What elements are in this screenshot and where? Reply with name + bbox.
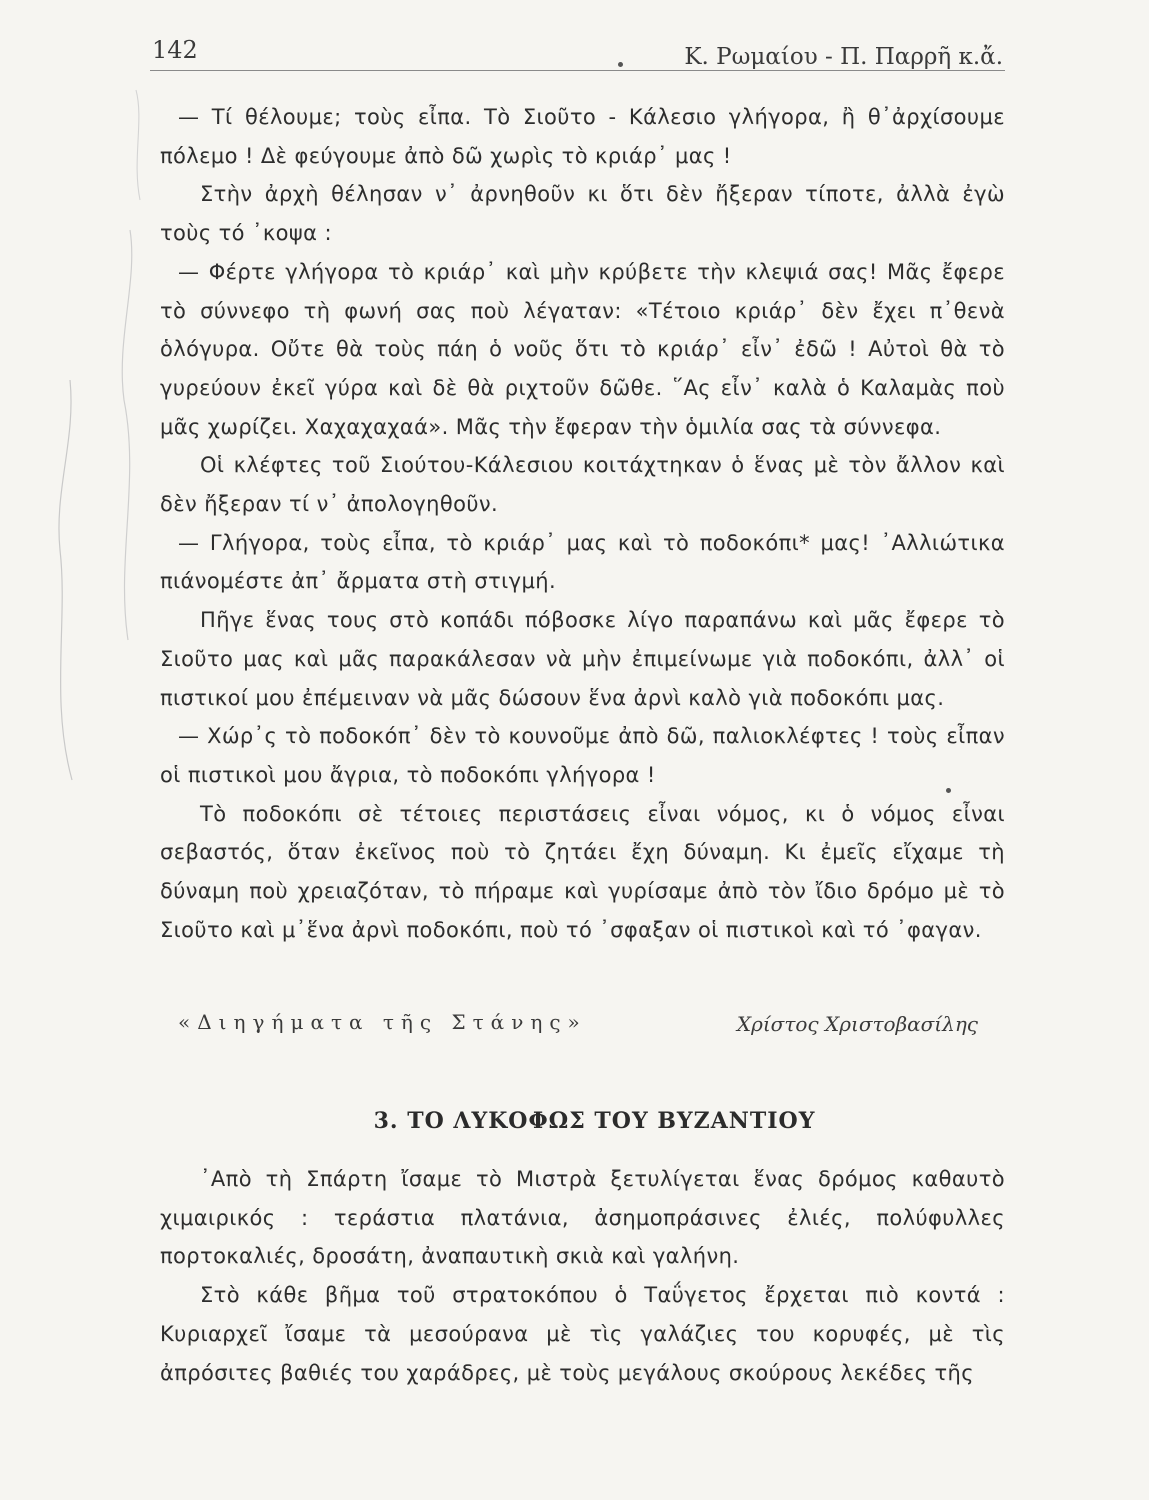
- running-head: Κ. Ρωμαίου - Π. Παρρῆ κ.ἄ.: [684, 44, 1003, 70]
- paragraph: — Φέρτε γλήγορα τὸ κριάρ᾽ καὶ μὴν κρύβετε τὴν κλεψιά σας! Μᾶς ἔφερε τὸ σύννεφο τὴ φωνή σας ποὺ λέγαταν: «Τέτοιο κριάρ᾽ δὲν ἔχει π᾽θενὰ ὁλόγυρα. Οὔτε θὰ τοὺς πάη ὁ νοῦς ὅτι τὸ κριάρ᾽ εἶν᾽ ἐδῶ ! Αὐτοὶ θὰ τὸ γυρεύουν ἐκεῖ γύρα καὶ δὲ θὰ ριχτοῦν δῶθε. ῞Ας εἶν᾽ καλὰ ὁ Καλαμὰς ποὺ μᾶς χωρίζει. Χαχαχαχαά». Μᾶς τὴν ἔφεραν τὴν ὁμιλία σας τὰ σύννεφα.: [160, 259, 1005, 439]
- narrative-bottom: [160, 1160, 1005, 1392]
- paragraph: Στὴν ἀρχὴ θέλησαν ν᾽ ἀρνηθοῦν κι ὅτι δὲν ἤξεραν τίποτε, ἀλλὰ ἐγὼ τοὺς τό ᾽κοψα :: [160, 182, 1005, 246]
- print-speck: [946, 788, 951, 793]
- narrative-top: [160, 98, 1005, 949]
- source-citation: [178, 1010, 978, 1034]
- margin-pencil-scribble: [20, 80, 150, 840]
- paragraph: Πῆγε ἕνας τους στὸ κοπάδι πόβοσκε λίγο παραπάνω καὶ μᾶς ἔφερε τὸ Σιοῦτο μας καὶ μᾶς παρακάλεσαν νὰ μὴν ἐπιμείνωμε γιὰ ποδοκόπι, ἀλλ᾽ οἱ πιστικοί μου ἐπέμειναν νὰ μᾶς δώσουν ἕνα ἀρνὶ καλὸ γιὰ ποδοκόπι μας.: [160, 608, 1005, 710]
- paragraph: ᾽Απὸ τὴ Σπάρτη ἴσαμε τὸ Μιστρὰ ξετυλίγεται ἕνας δρόμος καθαυτὸ χιμαιρικός : τεράστια πλατάνια, ἀσημοπράσινες ἐλιές, πολύφυλλες πορτοκαλιές, δροσάτη, ἀναπαυτικὴ σκιὰ καὶ γαλήνη.: [160, 1167, 1005, 1269]
- source-author: Χρίστος Χριστοβασίλης: [736, 1012, 978, 1036]
- source-title: «Διηγήματα τῆς Στάνης»: [178, 1010, 587, 1034]
- page-number: 142: [152, 36, 198, 64]
- section-heading: 3. ΤΟ ΛΥΚΟΦΩΣ ΤΟΥ ΒΥΖΑΝΤΙΟΥ: [373, 1108, 816, 1134]
- paragraph: — Γλήγορα, τοὺς εἶπα, τὸ κριάρ᾽ μας καὶ τὸ ποδοκόπι* μας! ᾽Αλλιώτικα πιάνομέστε ἀπ᾽ ἄρματα στὴ στιγμή.: [160, 530, 1005, 594]
- print-speck: [618, 62, 623, 67]
- paragraph: — Χώρ᾽ς τὸ ποδοκόπ᾽ δὲν τὸ κουνοῦμε ἀπὸ δῶ, παλιοκλέφτες ! τοὺς εἶπαν οἱ πιστικοὶ μου ἄγρια, τὸ ποδοκόπι γλήγορα !: [160, 724, 1005, 787]
- header-rule: [150, 70, 1005, 71]
- paragraph: Οἱ κλέφτες τοῦ Σιούτου-Κάλεσιου κοιτάχτηκαν ὁ ἕνας μὲ τὸν ἄλλον καὶ δὲν ἤξεραν τί ν᾽ ἀπολογηθοῦν.: [160, 453, 1005, 517]
- paragraph: — Τί θέλουμε; τοὺς εἶπα. Τὸ Σιοῦτο - Κάλεσιο γλήγορα, ἢ θ᾽ἀρχίσουμε πόλεμο ! Δὲ φεύγουμε ἀπὸ δῶ χωρὶς τὸ κριάρ᾽ μας !: [160, 105, 1005, 168]
- paragraph: Τὸ ποδοκόπι σὲ τέτοιες περιστάσεις εἶναι νόμος, κι ὁ νόμος εἶναι σεβαστός, ὅταν ἐκεῖνος ποὺ τὸ ζητάει ἔχη δύναμη. Κι ἐμεῖς εἴχαμε τὴ δύναμη ποὺ χρειαζόταν, τὸ πήραμε καὶ γυρίσαμε ἀπὸ τὸν ἴδιο δρόμο μὲ τὸ Σιοῦτο καὶ μ᾽ἕνα ἀρνὶ ποδοκόπι, ποὺ τό ᾽σφαξαν οἱ πιστικοὶ καὶ τό ᾽φαγαν.: [160, 801, 1005, 942]
- paragraph: Στὸ κάθε βῆμα τοῦ στρατοκόπου ὁ Ταΰγετος ἔρχεται πιὸ κοντά : Κυριαρχεῖ ἴσαμε τὰ μεσούρανα μὲ τὶς γαλάζιες του κορυφές, μὲ τὶς ἀπρόσιτες βαθιές του χαράδρες, μὲ τοὺς μεγάλους σκούρους λεκέδες τῆς: [160, 1283, 1005, 1385]
